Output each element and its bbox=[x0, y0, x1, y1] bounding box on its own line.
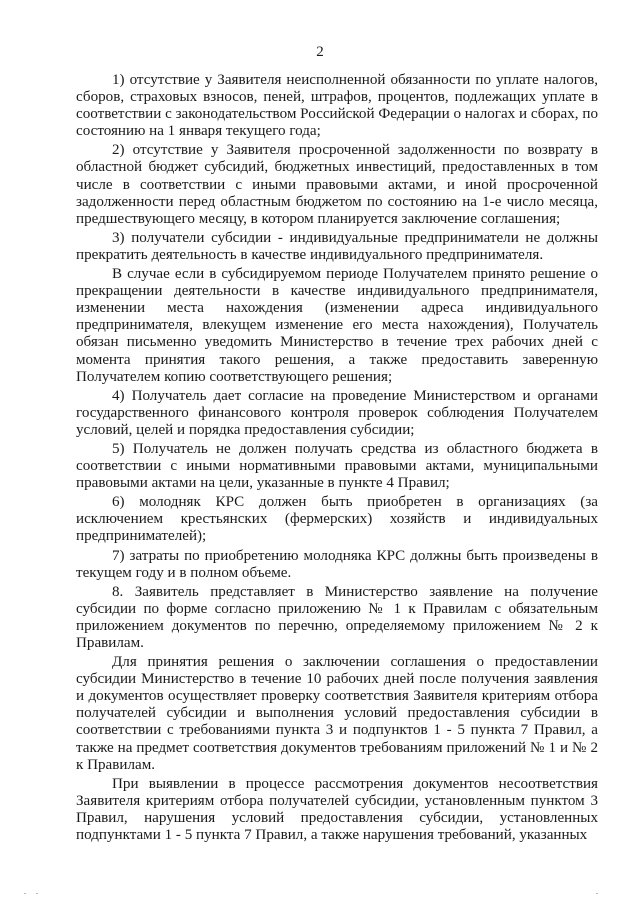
page-number: 2 bbox=[316, 44, 324, 60]
document-body bbox=[76, 72, 598, 846]
paragraph-review-procedure: Для принятия решения о заключении соглашения о предоставлении субсидии Министерство в течение 10 рабочих дней после получения заявления и документов осуществляет проверку соответствия Заявителя критериям отбора получателей субсидии и выполнения условий предоставления субсидии в соответствии с требованиями пункта 3 и подпунктов 1 - 5 пункта 7 Правил, а также на предмет соответствия документов требованиям приложений № 1 и № 2 к Правилам. bbox=[76, 654, 598, 773]
scan-artifact-dot bbox=[24, 893, 26, 894]
paragraph-nonconformity: При выявлении в процессе рассмотрения документов несоответствия Заявителя критериям отбора получателей субсидии, установленным пунктом 3 Правил, нарушения условий предоставления субсидии, установленных подпунктами 1 - 5 пункта 7 Правил, а также нарушения требований, указанных bbox=[76, 775, 598, 844]
paragraph-item-7: 7) затраты по приобретению молодняка КРС должны быть произведены в текущем году и в полном объеме. bbox=[76, 547, 598, 581]
scan-artifact-dot bbox=[596, 893, 598, 894]
paragraph-item-1: 1) отсутствие у Заявителя неисполненной обязанности по уплате налогов, сборов, страховых взносов, пеней, штрафов, процентов, подлежащих уплате в соответствии с законодательством Российской Федерации о налогах и сборах, по состоянию на 1 января текущего года; bbox=[76, 72, 598, 140]
paragraph-item-6: 6) молодняк КРС должен быть приобретен в организациях (за исключением крестьянских (фермерских) хозяйств и индивидуальных предпринимателей); bbox=[76, 494, 598, 545]
paragraph-clause-8: 8. Заявитель представляет в Министерство заявление на получение субсидии по форме согласно приложению № 1 к Правилам с обязательным приложением документов по перечню, определяемому приложением № 2 к Правилам. bbox=[76, 583, 598, 651]
paragraph-item-2: 2) отсутствие у Заявителя просроченной задолженности по возврату в областной бюджет субсидий, бюджетных инвестиций, предоставленных в том числе в соответствии с иными правовыми актами, и иной просроченной задолженности перед областным бюджетом по состоянию на 1-е число месяца, предшествующего месяцу, в котором планируется заключение соглашения; bbox=[76, 142, 598, 227]
paragraph-termination-notice: В случае если в субсидируемом периоде Получателем принято решение о прекращении деятельности в качестве индивидуального предпринимателя, изменении места нахождения (изменении адреса индивидуального предпринимателя, влекущем изменение его места нахождения), Получатель обязан письменно уведомить Министерство в течение трех рабочих дней с момента принятия такого решения, а также предоставить заверенную Получателем копию соответствующего решения; bbox=[76, 266, 598, 385]
paragraph-item-5: 5) Получатель не должен получать средства из областного бюджета в соответствии с иными нормативными правовыми актами, муниципальными правовыми актами на цели, указанные в пункте 4 Правил; bbox=[76, 440, 598, 492]
paragraph-item-3: 3) получатели субсидии - индивидуальные предприниматели не должны прекратить деятельность в качестве индивидуального предпринимателя. bbox=[76, 229, 598, 263]
paragraph-item-4: 4) Получатель дает согласие на проведение Министерством и органами государственного финансового контроля проверок соблюдения Получателем условий, целей и порядка предоставления субсидии; bbox=[76, 387, 598, 438]
scan-artifact-dot bbox=[36, 893, 38, 894]
